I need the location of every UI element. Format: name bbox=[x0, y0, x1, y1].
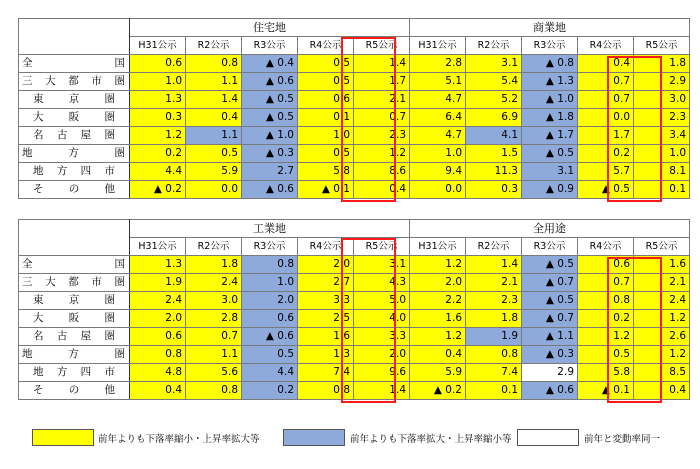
land-use-header: 商業地 bbox=[410, 19, 690, 37]
value-cell: 1.6 bbox=[410, 310, 466, 328]
value-cell: 1.2 bbox=[130, 127, 186, 145]
value-cell: ▲ 0.6 bbox=[242, 328, 298, 346]
legend-swatch-unchanged bbox=[517, 429, 579, 446]
region-label-cell bbox=[19, 55, 130, 73]
value-cell: 0.6 bbox=[298, 91, 354, 109]
value-cell: 2.1 bbox=[466, 274, 522, 292]
value-cell: 2.4 bbox=[130, 292, 186, 310]
year-header: H31公示 bbox=[410, 37, 466, 55]
value-cell: ▲ 0.9 bbox=[522, 181, 578, 199]
value-cell: ▲ 0.4 bbox=[242, 55, 298, 73]
value-cell: 0.1 bbox=[634, 181, 690, 199]
region-label-cell bbox=[19, 145, 130, 163]
value-cell: ▲ 0.5 bbox=[242, 109, 298, 127]
value-cell: 1.2 bbox=[634, 310, 690, 328]
value-cell: 4.4 bbox=[130, 163, 186, 181]
value-cell: 4.7 bbox=[410, 127, 466, 145]
value-cell: 2.4 bbox=[634, 292, 690, 310]
region-label: 地方圏 bbox=[22, 147, 125, 159]
value-cell: ▲ 0.7 bbox=[522, 310, 578, 328]
value-cell: 0.4 bbox=[130, 382, 186, 400]
value-cell: 7.4 bbox=[466, 364, 522, 382]
region-label: 三大都市圏 bbox=[22, 75, 125, 87]
value-cell: 4.3 bbox=[354, 274, 410, 292]
value-cell: 1.3 bbox=[298, 346, 354, 364]
value-cell: 0.0 bbox=[186, 181, 242, 199]
value-cell: ▲ 0.2 bbox=[410, 382, 466, 400]
value-cell: 0.8 bbox=[466, 346, 522, 364]
year-header: R2公示 bbox=[466, 37, 522, 55]
value-cell: 0.8 bbox=[242, 256, 298, 274]
value-cell: 2.1 bbox=[634, 274, 690, 292]
value-cell: 3.4 bbox=[634, 127, 690, 145]
value-cell: 5.7 bbox=[578, 163, 634, 181]
value-cell: 3.3 bbox=[354, 328, 410, 346]
value-cell: 0.8 bbox=[578, 292, 634, 310]
value-cell: 2.3 bbox=[354, 127, 410, 145]
value-cell: ▲ 0.5 bbox=[522, 292, 578, 310]
value-cell: 2.0 bbox=[410, 274, 466, 292]
region-label: 東京圏 bbox=[33, 294, 115, 306]
value-cell: 0.4 bbox=[186, 109, 242, 127]
value-cell: 1.3 bbox=[130, 91, 186, 109]
value-cell: 0.1 bbox=[466, 382, 522, 400]
value-cell: 2.1 bbox=[354, 91, 410, 109]
value-cell: 1.7 bbox=[578, 127, 634, 145]
value-cell: ▲ 0.6 bbox=[242, 73, 298, 91]
value-cell: 0.2 bbox=[578, 310, 634, 328]
value-cell: 9.4 bbox=[410, 163, 466, 181]
value-cell: 3.1 bbox=[522, 163, 578, 181]
value-cell: 0.5 bbox=[298, 145, 354, 163]
region-label: 三大都市圏 bbox=[22, 276, 125, 288]
value-cell: 0.5 bbox=[298, 73, 354, 91]
value-cell: ▲ 0.1 bbox=[578, 382, 634, 400]
value-cell: 5.1 bbox=[410, 73, 466, 91]
region-label-cell bbox=[19, 73, 130, 91]
value-cell: 0.5 bbox=[578, 346, 634, 364]
legend-label-unchanged: 前年と変動率同一 bbox=[584, 434, 661, 445]
value-cell: 1.7 bbox=[354, 73, 410, 91]
year-header: R4公示 bbox=[298, 37, 354, 55]
value-cell: 2.7 bbox=[242, 163, 298, 181]
value-cell: ▲ 0.5 bbox=[242, 91, 298, 109]
value-cell: ▲ 0.5 bbox=[522, 145, 578, 163]
region-label-cell bbox=[19, 163, 130, 181]
value-cell: 2.9 bbox=[634, 73, 690, 91]
value-cell: 1.4 bbox=[186, 91, 242, 109]
value-cell: 1.0 bbox=[130, 73, 186, 91]
value-cell: 7.4 bbox=[298, 364, 354, 382]
value-cell: 0.6 bbox=[130, 55, 186, 73]
value-cell: 1.8 bbox=[634, 55, 690, 73]
value-cell: 0.5 bbox=[298, 55, 354, 73]
value-cell: ▲ 0.6 bbox=[242, 181, 298, 199]
value-cell: 8.5 bbox=[634, 364, 690, 382]
value-cell: ▲ 1.0 bbox=[242, 127, 298, 145]
value-cell: 0.2 bbox=[242, 382, 298, 400]
value-cell: 1.1 bbox=[186, 346, 242, 364]
land-use-header: 工業地 bbox=[130, 220, 410, 238]
value-cell: 0.0 bbox=[410, 181, 466, 199]
value-cell: ▲ 1.1 bbox=[522, 328, 578, 346]
corner-cell bbox=[19, 220, 130, 256]
value-cell: 3.0 bbox=[634, 91, 690, 109]
value-cell: 8.1 bbox=[634, 163, 690, 181]
value-cell: 0.7 bbox=[578, 274, 634, 292]
value-cell: ▲ 0.6 bbox=[522, 382, 578, 400]
region-label-cell bbox=[19, 91, 130, 109]
value-cell: 0.7 bbox=[578, 91, 634, 109]
legend-label-improved: 前年よりも下落率縮小・上昇率拡大等 bbox=[98, 434, 260, 445]
value-cell: ▲ 0.3 bbox=[522, 346, 578, 364]
value-cell: ▲ 1.7 bbox=[522, 127, 578, 145]
value-cell: 0.6 bbox=[242, 310, 298, 328]
value-cell: ▲ 1.0 bbox=[522, 91, 578, 109]
value-cell: 3.0 bbox=[186, 292, 242, 310]
region-label-cell bbox=[19, 346, 130, 364]
value-cell: 0.7 bbox=[186, 328, 242, 346]
land-use-header: 全用途 bbox=[410, 220, 690, 238]
value-cell: 2.0 bbox=[298, 256, 354, 274]
region-label: その他 bbox=[33, 384, 115, 396]
value-cell: 1.8 bbox=[186, 256, 242, 274]
year-header: R3公示 bbox=[522, 37, 578, 55]
year-header: R2公示 bbox=[466, 238, 522, 256]
value-cell: 0.4 bbox=[578, 55, 634, 73]
value-cell: 1.3 bbox=[130, 256, 186, 274]
region-label: 東京圏 bbox=[33, 93, 115, 105]
value-cell: 2.0 bbox=[130, 310, 186, 328]
value-cell: 1.6 bbox=[298, 328, 354, 346]
value-cell: 2.5 bbox=[298, 310, 354, 328]
value-cell: 2.0 bbox=[242, 292, 298, 310]
value-cell: 2.4 bbox=[186, 274, 242, 292]
value-cell: 0.8 bbox=[130, 346, 186, 364]
region-label: 名古屋圏 bbox=[33, 330, 115, 342]
value-cell: ▲ 0.2 bbox=[130, 181, 186, 199]
year-header: R3公示 bbox=[522, 238, 578, 256]
year-header: R5公示 bbox=[634, 37, 690, 55]
region-label-cell bbox=[19, 328, 130, 346]
value-cell: 1.2 bbox=[634, 346, 690, 364]
value-cell: 6.9 bbox=[466, 109, 522, 127]
value-cell: 6.4 bbox=[410, 109, 466, 127]
region-label: 地方四市 bbox=[33, 165, 115, 177]
value-cell: ▲ 0.5 bbox=[578, 181, 634, 199]
region-label: 全 国 bbox=[22, 258, 125, 270]
value-cell: 1.0 bbox=[410, 145, 466, 163]
region-label: 地方四市 bbox=[33, 366, 115, 378]
value-cell: 0.7 bbox=[354, 109, 410, 127]
value-cell: 5.9 bbox=[410, 364, 466, 382]
value-cell: 1.4 bbox=[466, 256, 522, 274]
value-cell: 2.8 bbox=[410, 55, 466, 73]
region-label: 名古屋圏 bbox=[33, 129, 115, 141]
value-cell: ▲ 0.1 bbox=[298, 181, 354, 199]
year-header: H31公示 bbox=[130, 238, 186, 256]
value-cell: ▲ 1.3 bbox=[522, 73, 578, 91]
value-cell: 2.3 bbox=[466, 292, 522, 310]
value-cell: 4.0 bbox=[354, 310, 410, 328]
value-cell: ▲ 0.7 bbox=[522, 274, 578, 292]
region-label: 大阪圏 bbox=[33, 312, 115, 324]
value-cell: 0.4 bbox=[634, 382, 690, 400]
region-label: その他 bbox=[33, 183, 115, 195]
value-cell: 1.8 bbox=[466, 310, 522, 328]
value-cell: 1.4 bbox=[354, 382, 410, 400]
value-cell: 5.8 bbox=[298, 163, 354, 181]
year-header: R4公示 bbox=[578, 238, 634, 256]
legend-label-worsened: 前年よりも下落率拡大・上昇率縮小等 bbox=[350, 434, 512, 445]
value-cell: 8.6 bbox=[354, 163, 410, 181]
land-use-header: 住宅地 bbox=[130, 19, 410, 37]
value-cell: 0.6 bbox=[130, 328, 186, 346]
value-cell: 1.4 bbox=[354, 55, 410, 73]
value-cell: 0.0 bbox=[578, 109, 634, 127]
value-cell: 0.5 bbox=[186, 145, 242, 163]
region-label: 全 国 bbox=[22, 57, 125, 69]
value-cell: 0.4 bbox=[354, 181, 410, 199]
value-cell: 5.0 bbox=[354, 292, 410, 310]
value-cell: 2.7 bbox=[298, 274, 354, 292]
value-cell: 1.9 bbox=[130, 274, 186, 292]
value-cell: 1.0 bbox=[634, 145, 690, 163]
value-cell: 0.8 bbox=[298, 382, 354, 400]
year-header: R5公示 bbox=[354, 37, 410, 55]
region-label-cell bbox=[19, 310, 130, 328]
value-cell: 0.7 bbox=[578, 73, 634, 91]
year-header: H31公示 bbox=[410, 238, 466, 256]
value-cell: 0.6 bbox=[578, 256, 634, 274]
year-header: R2公示 bbox=[186, 238, 242, 256]
year-header: H31公示 bbox=[130, 37, 186, 55]
legend-swatch-worsened bbox=[283, 429, 345, 446]
value-cell: 1.1 bbox=[186, 73, 242, 91]
value-cell: 1.2 bbox=[578, 328, 634, 346]
value-cell: 0.2 bbox=[578, 145, 634, 163]
region-label-cell bbox=[19, 274, 130, 292]
corner-cell bbox=[19, 19, 130, 55]
year-header: R2公示 bbox=[186, 37, 242, 55]
region-label-cell bbox=[19, 181, 130, 199]
value-cell: 0.2 bbox=[130, 145, 186, 163]
price-change-table-residential-commercial bbox=[18, 18, 690, 199]
region-label: 大阪圏 bbox=[33, 111, 115, 123]
year-header: R4公示 bbox=[298, 238, 354, 256]
value-cell: ▲ 1.8 bbox=[522, 109, 578, 127]
value-cell: 4.4 bbox=[242, 364, 298, 382]
value-cell: 1.9 bbox=[466, 328, 522, 346]
value-cell: 5.2 bbox=[466, 91, 522, 109]
legend-swatch-improved bbox=[32, 429, 94, 446]
value-cell: 2.8 bbox=[186, 310, 242, 328]
region-label-cell bbox=[19, 109, 130, 127]
year-header: R3公示 bbox=[242, 238, 298, 256]
value-cell: ▲ 0.3 bbox=[242, 145, 298, 163]
value-cell: 0.3 bbox=[466, 181, 522, 199]
region-label-cell bbox=[19, 292, 130, 310]
region-label: 地方圏 bbox=[22, 348, 125, 360]
value-cell: 5.4 bbox=[466, 73, 522, 91]
value-cell: 5.9 bbox=[186, 163, 242, 181]
value-cell: 0.8 bbox=[186, 382, 242, 400]
value-cell: 5.8 bbox=[578, 364, 634, 382]
value-cell: 9.6 bbox=[354, 364, 410, 382]
value-cell: 1.1 bbox=[186, 127, 242, 145]
value-cell: 2.0 bbox=[354, 346, 410, 364]
value-cell: 1.0 bbox=[242, 274, 298, 292]
region-label-cell bbox=[19, 127, 130, 145]
region-label-cell bbox=[19, 256, 130, 274]
value-cell: 2.6 bbox=[634, 328, 690, 346]
value-cell: 1.0 bbox=[298, 127, 354, 145]
price-change-table-industrial-all-uses bbox=[18, 219, 690, 400]
year-header: R5公示 bbox=[634, 238, 690, 256]
value-cell: 0.3 bbox=[130, 109, 186, 127]
value-cell: 1.6 bbox=[634, 256, 690, 274]
year-header: R4公示 bbox=[578, 37, 634, 55]
value-cell: 4.1 bbox=[466, 127, 522, 145]
value-cell: 3.3 bbox=[298, 292, 354, 310]
value-cell: 1.2 bbox=[354, 145, 410, 163]
value-cell: 0.1 bbox=[298, 109, 354, 127]
region-label-cell bbox=[19, 364, 130, 382]
value-cell: 3.1 bbox=[466, 55, 522, 73]
value-cell: 4.7 bbox=[410, 91, 466, 109]
value-cell: 1.5 bbox=[466, 145, 522, 163]
value-cell: 4.8 bbox=[130, 364, 186, 382]
value-cell: 0.8 bbox=[186, 55, 242, 73]
value-cell: ▲ 0.5 bbox=[522, 256, 578, 274]
value-cell: 5.6 bbox=[186, 364, 242, 382]
value-cell: ▲ 0.8 bbox=[522, 55, 578, 73]
value-cell: 2.2 bbox=[410, 292, 466, 310]
value-cell: 0.5 bbox=[242, 346, 298, 364]
year-header: R5公示 bbox=[354, 238, 410, 256]
value-cell: 2.3 bbox=[634, 109, 690, 127]
value-cell: 1.2 bbox=[410, 256, 466, 274]
value-cell: 3.1 bbox=[354, 256, 410, 274]
value-cell: 2.9 bbox=[522, 364, 578, 382]
year-header: R3公示 bbox=[242, 37, 298, 55]
region-label-cell bbox=[19, 382, 130, 400]
value-cell: 0.4 bbox=[410, 346, 466, 364]
value-cell: 11.3 bbox=[466, 163, 522, 181]
value-cell: 1.2 bbox=[410, 328, 466, 346]
